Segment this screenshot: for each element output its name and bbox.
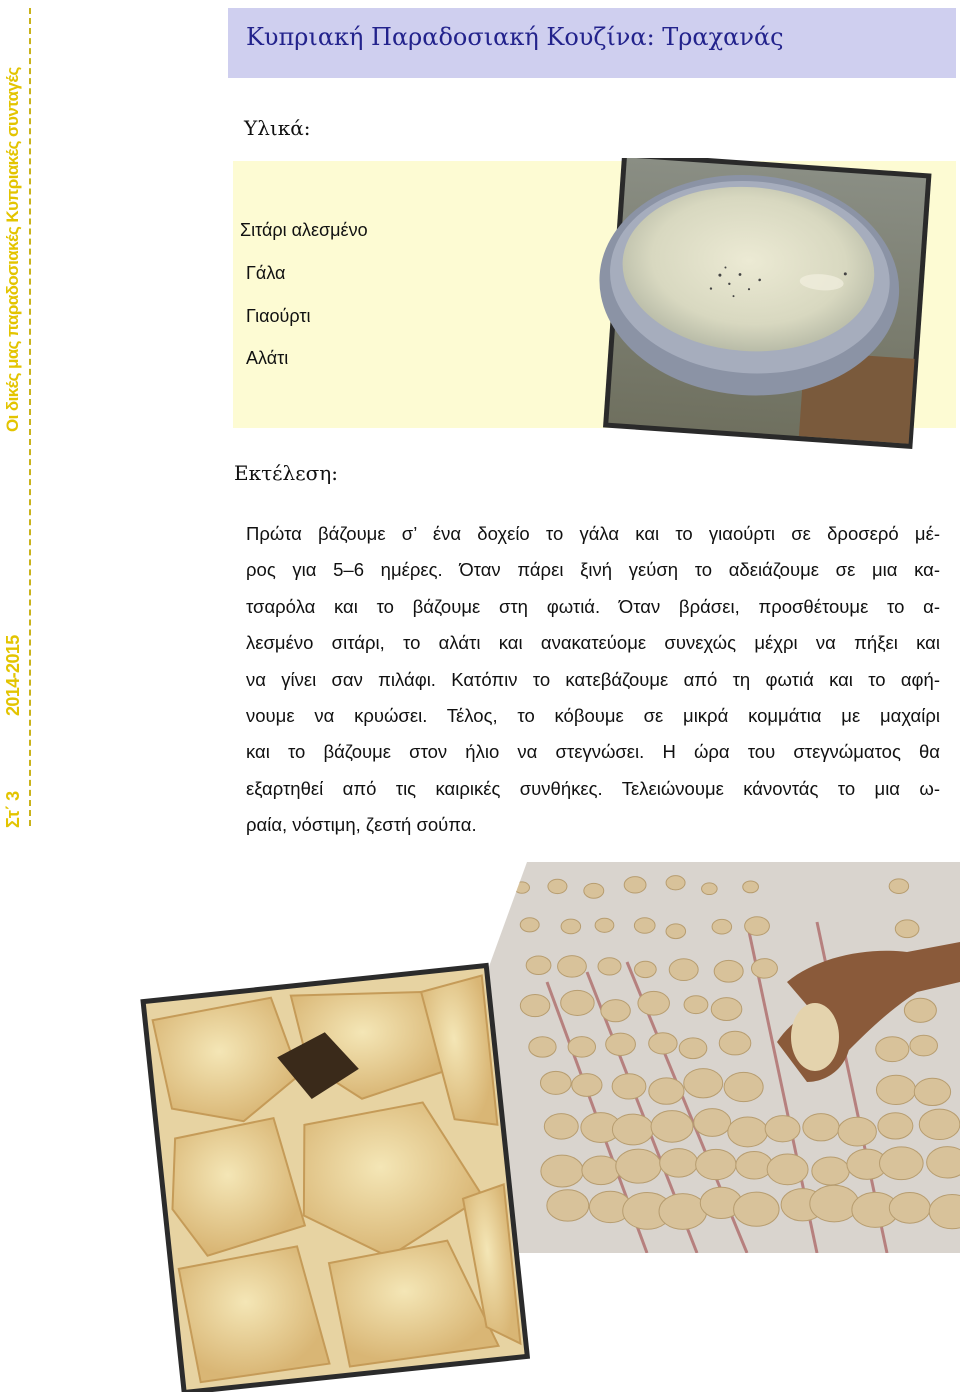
trahanas-piece	[541, 1155, 583, 1187]
instruction-line: και το βάζουμε στον ήλιο να στεγνώσει. Η ώρα του στεγνώματος θα	[246, 741, 940, 763]
trahanas-piece	[719, 1031, 751, 1055]
trahanas-piece	[812, 1157, 849, 1185]
trahanas-piece	[669, 959, 698, 981]
trahanas-piece	[561, 919, 581, 934]
trahanas-piece	[711, 998, 742, 1021]
trahanas-piece	[634, 918, 655, 934]
trahanas-piece	[649, 1078, 684, 1104]
instruction-line: νουμε να κρυώσει. Τέλος, το κόβουμε σε μικρά κομμάτια με μαχαίρι	[246, 705, 940, 727]
trahanas-piece	[548, 879, 567, 893]
soup-bowl-photo	[588, 158, 933, 450]
trahanas-piece	[745, 917, 770, 936]
instruction-line: λεσμένο σιτάρι, το αλάτι και ανακατεύομε συνεχώς μέχρι να πήξει και	[246, 632, 940, 654]
trahanas-piece	[595, 918, 614, 932]
instruction-line: τσαρόλα και το βάζουμε στη φωτιά. Όταν βράσει, προσθέτουμε το α-	[246, 595, 940, 617]
trahanas-piece	[544, 1114, 578, 1139]
trahanas-piece	[728, 1117, 768, 1147]
ingredient-item: Σιτάρι αλεσμένο	[240, 220, 368, 240]
class-label: Στ΄ 3	[3, 791, 23, 828]
trahanas-piece	[910, 1035, 938, 1056]
trahanas-piece	[666, 876, 685, 890]
trahanas-piece	[612, 1074, 646, 1099]
trahanas-piece	[734, 1192, 779, 1226]
trahanas-piece	[684, 1069, 723, 1098]
trahanas-piece	[612, 1114, 653, 1145]
trahanas-piece	[529, 1037, 556, 1057]
instruction-line: εξαρτηθεί από τις καιρικές συνθήκες. Τελειώνουμε κάνοντάς το μια ω-	[246, 777, 940, 799]
trahanas-piece	[666, 924, 686, 939]
trahanas-piece	[635, 961, 657, 977]
trahanas-piece	[752, 959, 778, 978]
trahanas-piece	[736, 1152, 773, 1180]
trahanas-piece	[684, 996, 708, 1014]
trahanas-piece	[572, 1074, 602, 1097]
trahanas-piece	[601, 1000, 630, 1022]
drying-trahanas-photo	[487, 862, 960, 1253]
trahanas-piece	[876, 1037, 909, 1062]
instruction-line: ραία, νόστιμη, ζεστή σούπα.	[246, 814, 477, 836]
trahanas-piece	[712, 919, 732, 934]
trahanas-piece	[803, 1114, 839, 1141]
trahanas-piece	[651, 1111, 693, 1143]
side-divider	[29, 8, 31, 826]
trahanas-piece	[919, 1109, 960, 1139]
trahanas-piece	[616, 1149, 661, 1183]
trahanas-piece	[694, 1109, 731, 1137]
trahanas-piece	[724, 1072, 763, 1101]
trahanas-piece	[660, 1149, 698, 1178]
trahanas-closeup-photo	[140, 962, 530, 1392]
page-title: Κυπριακή Παραδοσιακή Κουζίνα: Τραχανάς	[246, 23, 784, 51]
trahanas-piece	[514, 882, 529, 893]
ingredient-item: Αλάτι	[246, 348, 289, 368]
trahanas-piece	[568, 1037, 595, 1058]
instructions-paragraph	[246, 516, 940, 844]
trahanas-piece	[679, 1038, 707, 1059]
trahanas-piece	[561, 990, 595, 1015]
series-title: Οι δικές μας παραδοσιακές Κυπριακές συνταγές	[3, 67, 22, 432]
trahanas-piece	[765, 1116, 800, 1142]
trahanas-piece	[659, 1194, 707, 1230]
school-year: 2014-2015	[3, 635, 23, 716]
trahanas-piece	[649, 1033, 677, 1054]
trahanas-piece	[714, 960, 743, 982]
trahanas-piece	[598, 958, 621, 975]
ingredients-heading: Υλικά:	[244, 116, 311, 140]
ingredient-item: Γάλα	[246, 263, 286, 283]
trahanas-piece	[582, 1156, 620, 1185]
trahanas-piece	[520, 918, 539, 932]
trahanas-piece	[743, 881, 759, 893]
side-banner	[0, 0, 26, 830]
trahanas-piece	[810, 1185, 859, 1222]
trahanas-piece	[878, 1113, 913, 1139]
trahanas-piece	[889, 879, 909, 894]
trahanas-piece	[889, 1193, 930, 1224]
trahanas-piece	[584, 883, 604, 898]
trahanas-piece	[895, 920, 919, 938]
trahanas-piece	[914, 1078, 950, 1105]
trahanas-piece	[696, 1149, 736, 1179]
trahanas-piece	[838, 1117, 876, 1146]
trahanas-piece	[558, 956, 587, 978]
trahanas-piece	[547, 1190, 589, 1221]
trahanas-piece	[876, 1075, 915, 1104]
trahanas-piece	[767, 1154, 808, 1185]
instruction-line: Πρώτα βάζουμε σ’ ένα δοχείο το γάλα και το γιαούρτι σε δροσερό μέ-	[246, 523, 940, 544]
trahanas-piece	[879, 1147, 923, 1180]
instruction-line: να γίνει σαν πιλάφι. Κατόπιν το κατεβάζουμε από τη φωτιά και το αφή-	[246, 668, 940, 690]
trahanas-piece	[702, 883, 718, 895]
trahanas-piece	[638, 991, 670, 1015]
trahanas-piece	[540, 1071, 571, 1094]
ingredient-item: Γιαούρτι	[246, 306, 311, 326]
trahanas-piece	[904, 998, 936, 1022]
instruction-line: ρος για 5–6 ημέρες. Όταν πάρει ξινή γεύση το αδειάζουμε σε μια κα-	[246, 559, 940, 581]
trahanas-piece	[606, 1033, 636, 1055]
execution-heading: Εκτέλεση:	[234, 461, 338, 485]
trahanas-piece	[624, 877, 646, 893]
